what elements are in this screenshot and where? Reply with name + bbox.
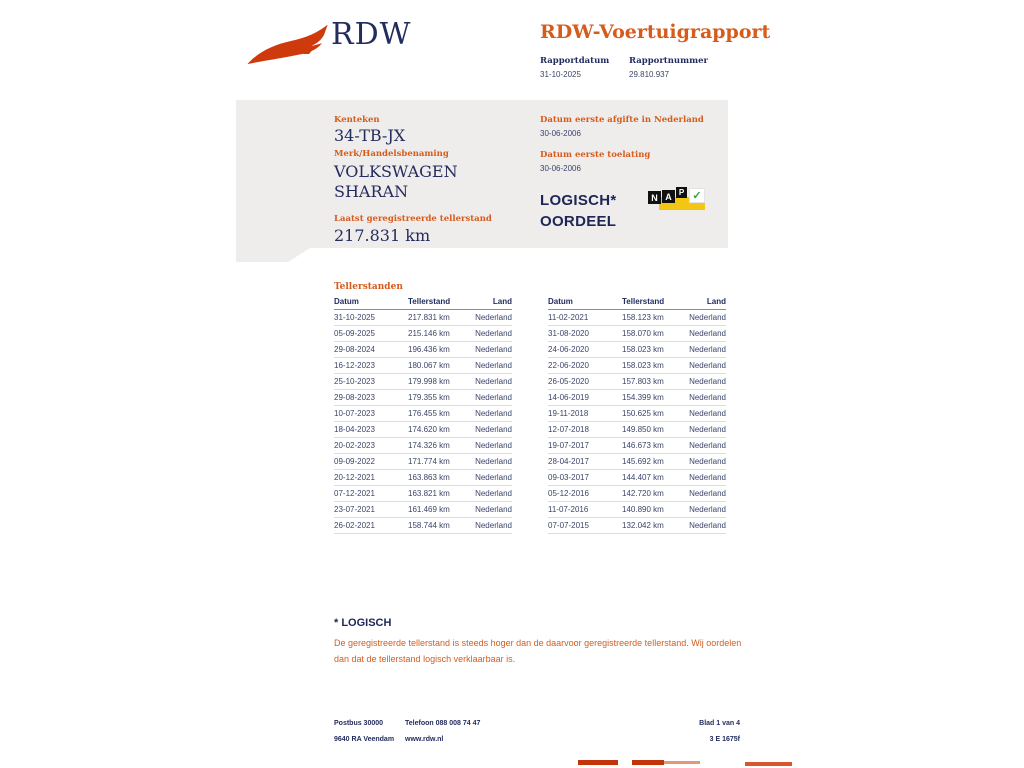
cell-land: Nederland [689,377,726,386]
page-title: RDW-Voertuigrapport [540,21,771,43]
cell-land: Nederland [689,409,726,418]
cell-tellerstand: 163.821 km [408,489,450,498]
cell-tellerstand: 176.455 km [408,409,450,418]
footer-page-info [600,716,740,748]
oordeel-text [540,190,617,232]
table-row [548,342,726,358]
cell-tellerstand: 140.890 km [622,505,664,514]
cell-datum: 29-08-2024 [334,345,375,354]
cell-land: Nederland [475,313,512,322]
cell-tellerstand: 158.023 km [622,345,664,354]
cell-datum: 23-07-2021 [334,505,375,514]
cell-tellerstand: 174.326 km [408,441,450,450]
cell-tellerstand: 157.803 km [622,377,664,386]
merk-label: Merk/Handelsbenaming [334,149,449,159]
cell-tellerstand: 142.720 km [622,489,664,498]
cell-land: Nederland [689,521,726,530]
cell-land: Nederland [689,441,726,450]
cell-tellerstand: 158.070 km [622,329,664,338]
cell-land: Nederland [475,441,512,450]
afgifte-label: Datum eerste afgifte in Nederland [540,115,704,125]
cell-tellerstand: 158.023 km [622,361,664,370]
column-header: Datum [548,297,573,306]
table-row [334,358,512,374]
footer-phone: Telefoon 088 008 74 47 [405,720,481,727]
laatste-tellerstand-label: Laatst geregistreerde tellerstand [334,214,492,224]
cell-datum: 11-02-2021 [548,313,589,322]
cell-datum: 31-08-2020 [548,329,589,338]
table-row [548,406,726,422]
nap-check-icon: ✓ [689,188,705,203]
table-row [334,502,512,518]
cell-tellerstand: 144.407 km [622,473,664,482]
cell-datum: 12-07-2018 [548,425,589,434]
table-row [548,358,726,374]
table-row [548,374,726,390]
table-row [548,390,726,406]
table-row [334,518,512,534]
table-row [334,374,512,390]
footer-website: www.rdw.nl [405,736,444,743]
cell-tellerstand: 149.850 km [622,425,664,434]
cell-land: Nederland [689,425,726,434]
table-row [334,390,512,406]
logisch-footnote-text: De geregistreerde tellerstand is steeds hoger dan de daarvoor geregistreerde tellerstand. Wij oordelen dan dat de tellerstand logisch verklaarbaar is. [334,638,742,664]
cell-datum: 20-12-2021 [334,473,375,482]
column-header: Land [706,297,726,306]
report-number-value: 29.810.937 [629,70,670,79]
cell-tellerstand: 196.436 km [408,345,450,354]
table-header-row [334,294,512,310]
kenteken-label: Kenteken [334,115,380,125]
cell-tellerstand: 146.673 km [622,441,664,450]
page-edge-decoration [664,761,700,764]
cell-tellerstand: 174.620 km [408,425,450,434]
table-row [548,438,726,454]
cell-datum: 05-12-2016 [548,489,589,498]
column-header: Tellerstand [622,297,665,306]
column-header: Land [492,297,512,306]
cell-land: Nederland [689,345,726,354]
cell-datum: 20-02-2023 [334,441,375,450]
cell-land: Nederland [475,505,512,514]
cell-datum: 11-07-2016 [548,505,589,514]
cell-land: Nederland [689,473,726,482]
cell-datum: 19-11-2018 [548,409,589,418]
cell-land: Nederland [689,457,726,466]
merk-value-line2: SHARAN [334,182,409,201]
page-edge-decoration [745,762,792,766]
report-date-value: 31-10-2025 [540,70,581,79]
report-number-label: Rapportnummer [629,56,708,66]
cell-land: Nederland [475,457,512,466]
page-edge-decoration [632,760,664,765]
cell-datum: 14-06-2019 [548,393,589,402]
column-header: Tellerstand [408,297,451,306]
nap-logo [648,186,706,213]
footer-address-line2: 9640 RA Veendam [334,736,395,743]
footer-address [334,716,394,748]
table-row [548,518,726,534]
table-row [334,342,512,358]
table-row [334,454,512,470]
table-row [548,422,726,438]
cell-tellerstand: 215.146 km [408,329,450,338]
cell-tellerstand: 161.469 km [408,505,450,514]
cell-tellerstand: 179.998 km [408,377,450,386]
footer-address-line1: Postbus 30000 [334,720,384,727]
cell-tellerstand: 163.863 km [408,473,450,482]
odometer-table-right [548,294,726,534]
cell-land: Nederland [689,361,726,370]
cell-tellerstand: 154.399 km [622,393,664,402]
table-row [334,470,512,486]
table-header-row [548,294,726,310]
cell-datum: 26-05-2020 [548,377,589,386]
oordeel-line1: LOGISCH* [540,192,617,209]
cell-land: Nederland [475,345,512,354]
cell-tellerstand: 180.067 km [408,361,450,370]
cell-land: Nederland [475,489,512,498]
footer-form-code: 3 E 1675f [709,736,740,743]
cell-datum: 09-09-2022 [334,457,375,466]
cell-datum: 07-12-2021 [334,489,375,498]
cell-datum: 07-07-2015 [548,521,589,530]
cell-land: Nederland [475,377,512,386]
cell-land: Nederland [689,489,726,498]
cell-land: Nederland [475,521,512,530]
table-row [548,470,726,486]
cell-tellerstand: 158.744 km [408,521,450,530]
cell-tellerstand: 171.774 km [408,457,450,466]
table-row [334,438,512,454]
cell-datum: 10-07-2023 [334,409,375,418]
table-row [334,422,512,438]
rdw-wing-icon [246,22,332,66]
column-header: Datum [334,297,359,306]
table-row [334,310,512,326]
cell-tellerstand: 145.692 km [622,457,664,466]
cell-land: Nederland [475,393,512,402]
toelating-label: Datum eerste toelating [540,150,651,160]
table-row [334,406,512,422]
cell-datum: 28-04-2017 [548,457,589,466]
table-row [548,454,726,470]
page-edge-decoration [578,760,618,765]
footer-contact [405,716,480,748]
table-row [548,486,726,502]
table-row [334,326,512,342]
cell-datum: 09-03-2017 [548,473,589,482]
cell-land: Nederland [689,505,726,514]
nap-letter-p: P [676,187,687,198]
cell-datum: 31-10-2025 [334,313,375,322]
table-row [334,486,512,502]
nap-letter-a: A [662,190,675,203]
oordeel-line2: OORDEEL [540,213,617,230]
cell-datum: 29-08-2023 [334,393,375,402]
cell-datum: 22-06-2020 [548,361,589,370]
cell-datum: 18-04-2023 [334,425,375,434]
tellerstanden-title: Tellerstanden [334,282,403,292]
cell-land: Nederland [475,329,512,338]
cell-tellerstand: 158.123 km [622,313,664,322]
afgifte-value: 30-06-2006 [540,129,581,138]
cell-datum: 24-06-2020 [548,345,589,354]
nap-letter-n: N [648,191,661,204]
table-row [548,310,726,326]
cell-land: Nederland [689,313,726,322]
cell-datum: 26-02-2021 [334,521,375,530]
toelating-value: 30-06-2006 [540,164,581,173]
logisch-footnote-heading: * LOGISCH [334,617,392,629]
laatste-tellerstand-value: 217.831 km [334,226,431,245]
cell-datum: 19-07-2017 [548,441,589,450]
cell-land: Nederland [475,409,512,418]
odometer-table-left [334,294,512,534]
cell-datum: 16-12-2023 [334,361,375,370]
report-date-label: Rapportdatum [540,56,610,66]
footer-page-number: Blad 1 van 4 [699,720,740,727]
rdw-logo-text: RDW [331,17,412,52]
cell-tellerstand: 217.831 km [408,313,450,322]
cell-datum: 25-10-2023 [334,377,375,386]
cell-land: Nederland [475,425,512,434]
merk-value-line1: VOLKSWAGEN [334,162,458,181]
cell-datum: 05-09-2025 [334,329,375,338]
kenteken-value: 34-TB-JX [334,126,406,145]
cell-land: Nederland [689,393,726,402]
cell-land: Nederland [689,329,726,338]
cell-land: Nederland [475,473,512,482]
table-row [548,502,726,518]
table-row [548,326,726,342]
cell-tellerstand: 179.355 km [408,393,450,402]
cell-tellerstand: 150.625 km [622,409,664,418]
cell-tellerstand: 132.042 km [622,521,664,530]
cell-land: Nederland [475,361,512,370]
